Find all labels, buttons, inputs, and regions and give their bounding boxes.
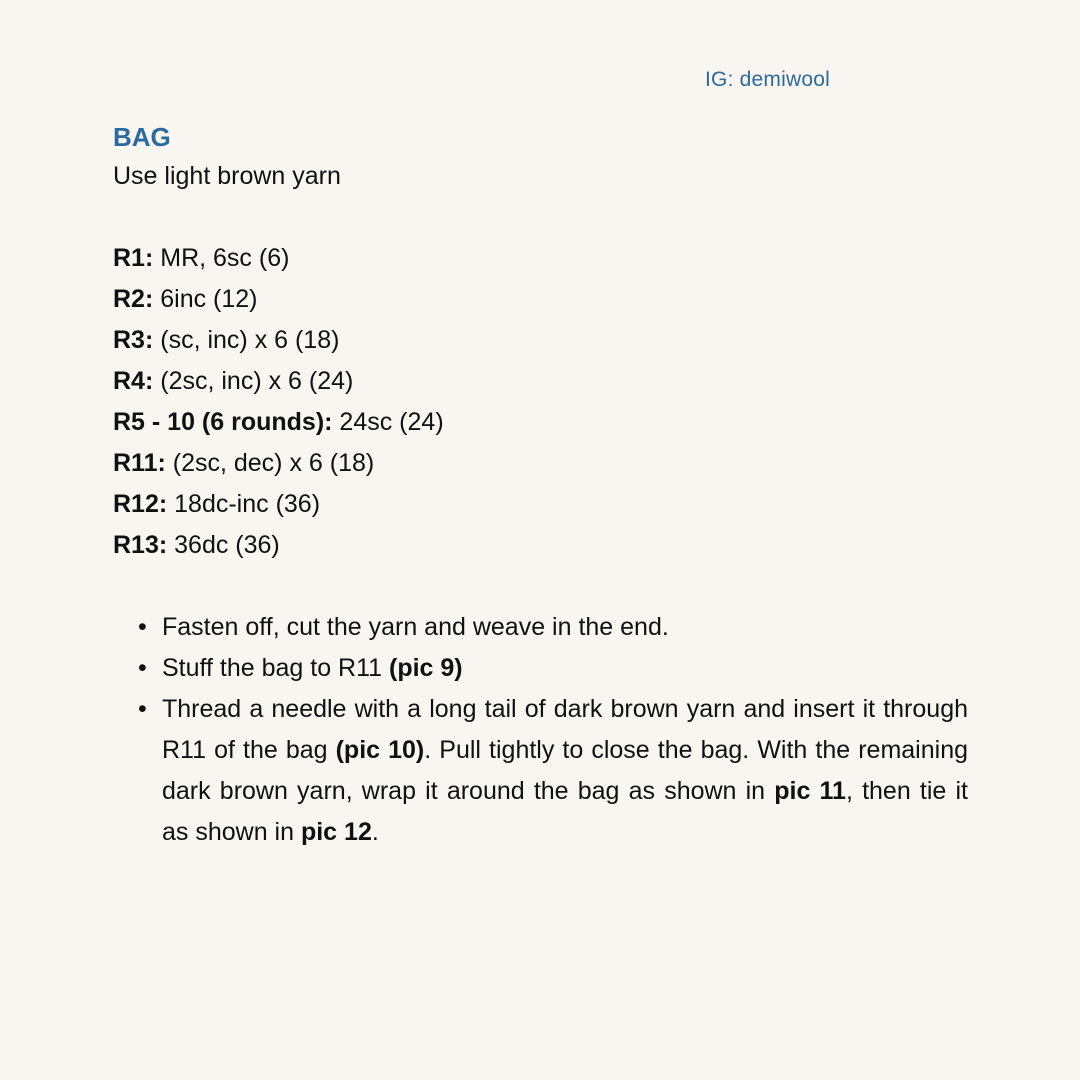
list-item xyxy=(113,689,968,853)
round-text: MR, 6sc (6) xyxy=(153,244,290,272)
round-text: (2sc, dec) x 6 (18) xyxy=(165,449,375,477)
bullet-icon: • xyxy=(138,613,147,641)
round-row xyxy=(113,525,973,566)
round-text: 6inc (12) xyxy=(153,285,258,313)
round-label: R5 - 10 (6 rounds): xyxy=(113,408,333,436)
round-text: 36dc (36) xyxy=(167,531,280,559)
round-row xyxy=(113,484,973,525)
round-label: R2: xyxy=(113,285,154,313)
section-title: BAG xyxy=(113,122,171,152)
round-label: R13: xyxy=(113,531,168,559)
round-row xyxy=(113,320,973,361)
step-text: Fasten off, cut the yarn and weave in the end. xyxy=(162,613,669,641)
step-text: . xyxy=(371,818,379,846)
round-row xyxy=(113,361,973,402)
rounds-list xyxy=(113,238,973,566)
round-label: R3: xyxy=(113,326,154,354)
list-item xyxy=(113,607,968,648)
round-label: R12: xyxy=(113,490,168,518)
step-text: Stuff the bag to R11 xyxy=(162,654,390,682)
round-text: 24sc (24) xyxy=(332,408,444,436)
round-row xyxy=(113,443,973,484)
step-text: . Pull tightly to close the bag. With the remaining dark brown yarn, wrap it around the bag as shown in xyxy=(162,736,968,805)
step-text: , then tie it as shown in xyxy=(162,777,968,846)
pic-reference: pic 12 xyxy=(300,818,372,846)
ig-handle: IG: demiwool xyxy=(705,68,830,91)
round-row xyxy=(113,402,973,443)
round-row xyxy=(113,238,973,279)
round-label: R11: xyxy=(113,449,166,477)
pic-reference: (pic 10) xyxy=(335,736,425,764)
round-row xyxy=(113,279,973,320)
instructions-list xyxy=(113,607,968,853)
round-label: R1: xyxy=(113,244,154,272)
step-text: Thread a needle with a long tail of dark brown yarn and insert it through R11 of the bag xyxy=(162,695,968,764)
round-text: (2sc, inc) x 6 (24) xyxy=(153,367,354,395)
list-item xyxy=(113,648,968,689)
bullet-icon: • xyxy=(138,695,147,723)
round-label: R4: xyxy=(113,367,154,395)
pic-reference: (pic 9) xyxy=(389,654,463,682)
section-subtitle: Use light brown yarn xyxy=(113,162,341,190)
pattern-content xyxy=(113,118,973,853)
bullet-icon: • xyxy=(138,654,147,682)
round-text: 18dc-inc (36) xyxy=(167,490,321,518)
pic-reference: pic 11 xyxy=(774,777,846,805)
round-text: (sc, inc) x 6 (18) xyxy=(153,326,340,354)
